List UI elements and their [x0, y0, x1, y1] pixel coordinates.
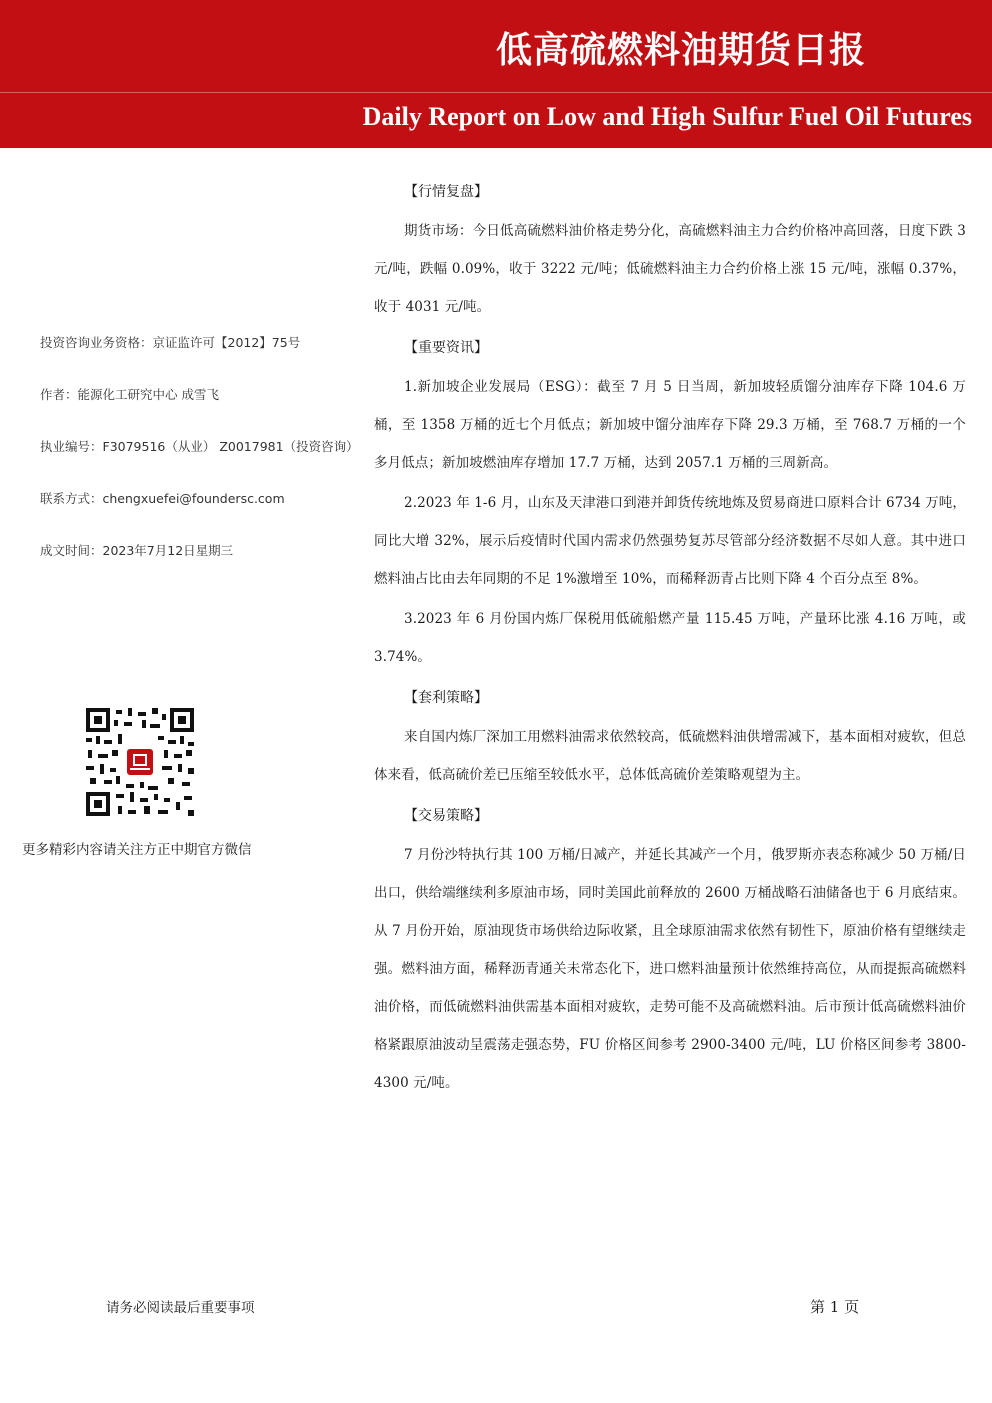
section-heading-news: 【重要资讯】 [404, 340, 488, 356]
footer-notice: 请务必阅读最后重要事项 [106, 1300, 255, 1316]
logo-icon [127, 749, 153, 775]
market-review-paragraph: 期货市场：今日低高硫燃料油价格走势分化，高硫燃料油主力合约价格冲高回落，日度下跌 3 元/吨，跌幅 0.09%，收于 3222 元/吨；低硫燃料油主力合约价格上涨 15 元/吨，涨幅 0.37%，收于 4031 元/吨。 [374, 223, 966, 315]
trading-paragraph: 7 月份沙特执行其 100 万桶/日减产，并延长其减产一个月，俄罗斯亦表态称减少 50 万桶/日出口，供给端继续利多原油市场，同时美国此前释放的 2600 万桶战略石油储备也于 6 月底结束。从 7 月份开始，原油现货市场供给边际收紧，且全球原油需求依然有韧性下，原油价格有望继续走强。燃料油方面，稀释沥青通关未常态化下，进口燃料油量预计依然维持高位，从而提振高硫燃料油价格，而低硫燃料油供需基本面相对疲软，走势可能不及高硫燃料油。后市预计低高硫燃料油价格紧跟原油波动呈震荡走强态势，FU 价格区间参考 2900-3400 元/吨，LU 价格区间参考 3800-4300 元/吨。 [374, 847, 966, 1091]
news-paragraph-3: 3.2023 年 6 月份国内炼厂保税用低硫船燃产量 115.45 万吨，产量环比涨 4.16 万吨，或 3.74%。 [374, 611, 966, 665]
qualification-line: 投资咨询业务资格：京证监许可【2012】75号 [40, 335, 301, 350]
date-line: 成文时间：2023年7月12日星期三 [40, 543, 234, 558]
section-heading-market-review: 【行情复盘】 [404, 184, 488, 200]
report-body [374, 172, 966, 1104]
wechat-qr-code [84, 706, 196, 818]
section-heading-trading: 【交易策略】 [404, 808, 488, 824]
contact-line: 联系方式：chengxuefei@foundersc.com [40, 491, 285, 506]
author-line: 作者：能源化工研究中心 成雪飞 [40, 387, 219, 402]
news-paragraph-1: 1.新加坡企业发展局（ESG）：截至 7 月 5 日当周，新加坡轻质馏分油库存下降 104.6 万桶，至 1358 万桶的近七个月低点；新加坡中馏分油库存下降 29.3 万桶，至 768.7 万桶的一个多月低点；新加坡燃油库存增加 17.7 万桶，达到 2057.1 万桶的三周新高。 [374, 379, 966, 471]
license-line: 执业编号：F3079516（从业） Z0017981（投资咨询） [40, 439, 359, 454]
report-header [0, 0, 992, 148]
author-info-panel [40, 330, 370, 590]
section-heading-arbitrage: 【套利策略】 [404, 690, 488, 706]
page-number: 第 1 页 [810, 1298, 860, 1316]
arbitrage-paragraph: 来自国内炼厂深加工用燃料油需求依然较高，低硫燃料油供增需减下，基本面相对疲软，但总体来看，低高硫价差已压缩至较低水平，总体低高硫价差策略观望为主。 [374, 729, 966, 783]
report-title-cn: 低高硫燃料油期货日报 [496, 30, 867, 71]
news-paragraph-2: 2.2023 年 1-6 月，山东及天津港口到港并卸货传统地炼及贸易商进口原料合计 6734 万吨，同比大增 32%，展示后疫情时代国内需求仍然强势复苏尽管部分经济数据不尽如人意。其中进口燃料油占比由去年同期的不足 1%激增至 10%，而稀释沥青占比则下降 4 个百分点至 8%。 [374, 495, 966, 587]
report-title-en: Daily Report on Low and High Sulfur Fuel Oil Futures [362, 102, 972, 131]
qr-caption: 更多精彩内容请关注方正中期官方微信 [22, 842, 252, 858]
header-divider [0, 92, 992, 93]
